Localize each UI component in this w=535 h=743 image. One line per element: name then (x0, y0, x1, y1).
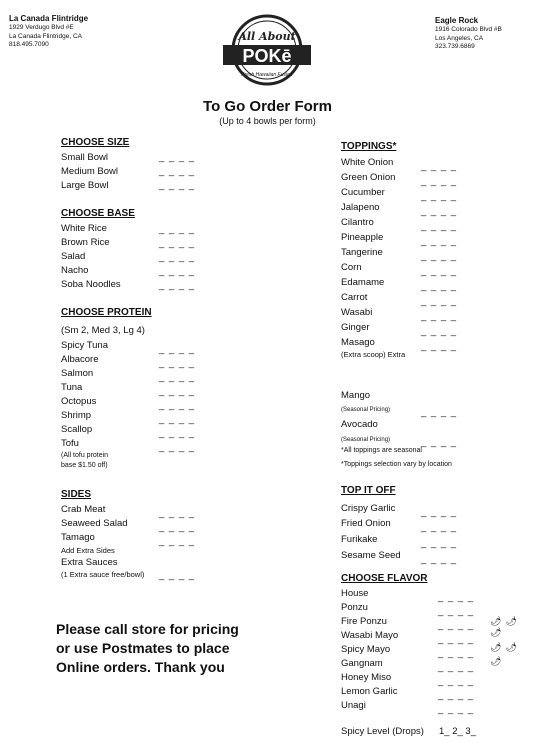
list-item: Unagi (341, 700, 366, 711)
left-column (61, 137, 281, 597)
blank-line[interactable]: _ _ _ _ (438, 634, 475, 645)
section-header-sides: SIDES (61, 489, 92, 500)
list-item: Seaweed Salad (61, 518, 128, 529)
blank-line[interactable]: _ _ _ _ (421, 522, 458, 533)
list-item: Small Bowl (61, 152, 108, 163)
section-header-top-it-off: TOP IT OFF (341, 485, 396, 496)
section-header-size: CHOOSE SIZE (61, 137, 130, 148)
tofu-note: (All tofu protein (61, 452, 109, 459)
blank-line[interactable]: _ _ _ _ (438, 648, 475, 659)
blank-line[interactable]: _ _ _ _ (438, 606, 475, 617)
page-title: To Go Order Form (203, 98, 332, 115)
blank-line[interactable]: _ _ _ _ (438, 592, 475, 603)
blank-line[interactable]: _ _ _ _ (438, 704, 475, 715)
store-info-left (9, 13, 88, 50)
blank-line[interactable]: _ _ _ _ (159, 536, 196, 547)
blank-line[interactable]: _ _ _ _ (159, 252, 196, 263)
list-item: Soba Noodles (61, 279, 121, 290)
blank-line[interactable]: _ _ _ _ (421, 407, 458, 418)
extra-sauces-note: (1 Extra sauce free/bowl) (61, 570, 145, 579)
spicy-level-options[interactable]: 1_ 2_ 3_ (439, 726, 476, 737)
list-item: Wasabi Mayo (341, 630, 399, 641)
store-city: Los Angeles, CA (435, 34, 484, 42)
chili-icon: 🌶 (490, 656, 502, 666)
chili-icon: 🌶 (490, 642, 502, 652)
list-item: Corn (341, 262, 362, 273)
pricing-callout (56, 620, 239, 677)
blank-line[interactable]: _ _ _ _ (421, 161, 458, 172)
list-item: Fire Ponzu (341, 616, 387, 627)
list-item: Tofu (61, 438, 79, 449)
list-item: Spicy Mayo (341, 644, 391, 655)
callout-line: Please call store for pricing (56, 621, 239, 637)
blank-line[interactable]: _ _ _ _ (159, 428, 196, 439)
chili-icon: 🌶 (505, 642, 517, 652)
store-name: Eagle Rock (435, 16, 479, 25)
blank-line[interactable]: _ _ _ _ (159, 442, 196, 453)
toppings-footnote: *Toppings selection vary by location (341, 461, 452, 468)
blank-line[interactable]: _ _ _ _ (438, 690, 475, 701)
seasonal-pricing-note: (Seasonal Pricing) (341, 407, 391, 413)
list-item: Tamago (61, 532, 95, 543)
list-item: Extra Sauces (61, 557, 118, 568)
list-item: Gangnam (341, 658, 383, 669)
section-header-flavor: CHOOSE FLAVOR (341, 573, 428, 584)
blank-line[interactable]: _ _ _ _ (421, 538, 458, 549)
blank-line[interactable]: _ _ _ _ (159, 344, 196, 355)
list-item: Nacho (61, 265, 89, 276)
list-item: Ponzu (341, 602, 368, 613)
list-item: Mango (341, 390, 371, 401)
blank-line[interactable]: _ _ _ _ (159, 400, 196, 411)
protein-note: (Sm 2, Med 3, Lg 4) (61, 325, 145, 336)
store-phone: 323.739.6869 (435, 43, 475, 50)
list-item: Ginger (341, 322, 370, 333)
blank-line[interactable]: _ _ _ _ (159, 386, 196, 397)
chili-icon: 🌶 (490, 616, 502, 626)
toppings-footnote: *All toppings are seasonal (341, 447, 422, 454)
list-item: Wasabi (341, 307, 373, 318)
tofu-note: base $1.50 off) (61, 462, 108, 469)
spicy-icons-spicy-mayo (486, 642, 517, 653)
list-item: Shrimp (61, 410, 92, 421)
list-item: Large Bowl (61, 180, 109, 191)
logo-top-text: All About (238, 30, 296, 43)
spicy-level-label: Spicy Level (Drops) (341, 726, 424, 737)
blank-line[interactable]: _ _ _ _ (421, 251, 458, 262)
list-item: Tuna (61, 382, 83, 393)
blank-line[interactable]: _ _ _ _ (159, 238, 196, 249)
blank-line[interactable]: _ _ _ _ (159, 570, 196, 581)
list-item: Masago (341, 337, 375, 348)
callout-line: Online orders. Thank you (56, 659, 225, 675)
blank-line[interactable]: _ _ _ _ (421, 296, 458, 307)
list-item: Lemon Garlic (341, 686, 398, 697)
list-item: Brown Rice (61, 237, 110, 248)
blank-line[interactable]: _ _ _ _ (159, 358, 196, 369)
spicy-icons-fire-ponzu (486, 616, 531, 638)
list-item: Avocado (341, 419, 378, 430)
list-item: Sesame Seed (341, 550, 401, 561)
blank-line[interactable]: _ _ _ _ (421, 236, 458, 247)
list-item: Cilantro (341, 217, 374, 228)
right-column (341, 141, 531, 741)
chili-icon: 🌶 (505, 616, 517, 626)
list-item: Honey Miso (341, 672, 392, 683)
blank-line[interactable]: _ _ _ _ (159, 152, 196, 163)
blank-line[interactable]: _ _ _ _ (159, 180, 196, 191)
list-item: Green Onion (341, 172, 396, 183)
store-info-right (435, 15, 502, 52)
list-item: Salad (61, 251, 86, 262)
list-item: Jalapeno (341, 202, 380, 213)
list-item: Fried Onion (341, 518, 391, 529)
blank-line[interactable]: _ _ _ _ (421, 507, 458, 518)
list-item: Tangerine (341, 247, 383, 258)
store-name: La Canada Flintridge (9, 14, 89, 23)
blank-line[interactable]: _ _ _ _ (421, 341, 458, 352)
list-item: Carrot (341, 292, 368, 303)
page-subtitle: (Up to 4 bowls per form) (219, 116, 316, 126)
list-item: Octopus (61, 396, 97, 407)
all-about-poke-logo (221, 14, 313, 86)
list-item: Furikake (341, 534, 378, 545)
blank-line[interactable]: _ _ _ _ (421, 554, 458, 565)
section-header-toppings: TOPPINGS* (341, 141, 397, 152)
blank-line[interactable]: _ _ _ _ (159, 414, 196, 425)
blank-line[interactable]: _ _ _ _ (159, 522, 196, 533)
blank-line[interactable]: _ _ _ _ (421, 437, 458, 448)
blank-line[interactable]: _ _ _ _ (438, 620, 475, 631)
blank-line[interactable]: _ _ _ _ (421, 326, 458, 337)
store-phone: 818.495.7090 (9, 41, 49, 48)
blank-line[interactable]: _ _ _ _ (159, 372, 196, 383)
logo-main-text: POKē (242, 46, 292, 66)
logo-ring-text: Fresh Hawaiian Fusion (241, 72, 293, 78)
list-item: House (341, 588, 369, 599)
store-address: 1916 Colorado Blvd #B (435, 26, 502, 33)
list-item: Spicy Tuna (61, 340, 108, 351)
blank-line[interactable]: _ _ _ _ (159, 508, 196, 519)
seasonal-pricing-note: (Seasonal Pricing) (341, 437, 391, 443)
section-header-base: CHOOSE BASE (61, 208, 135, 219)
chili-icon: 🌶 (490, 627, 502, 637)
blank-line[interactable]: _ _ _ _ (438, 676, 475, 687)
list-item: Pineapple (341, 232, 384, 243)
list-item: Salmon (61, 368, 94, 379)
list-item: Edamame (341, 277, 385, 288)
blank-line[interactable]: _ _ _ _ (438, 662, 475, 673)
extra-sides-label: Add Extra Sides (61, 546, 115, 555)
list-item: Medium Bowl (61, 166, 119, 177)
blank-line[interactable]: _ _ _ _ (421, 221, 458, 232)
blank-line[interactable]: _ _ _ _ (421, 176, 458, 187)
blank-line[interactable]: _ _ _ _ (421, 191, 458, 202)
list-item: White Onion (341, 157, 394, 168)
list-item: Crispy Garlic (341, 503, 396, 514)
list-item: White Rice (61, 223, 107, 234)
store-address: 1929 Verdugo Blvd #E (9, 24, 74, 31)
list-item: Cucumber (341, 187, 385, 198)
masago-note: (Extra scoop) Extra (341, 350, 406, 359)
blank-line[interactable]: _ _ _ _ (159, 224, 196, 235)
blank-line[interactable]: _ _ _ _ (159, 266, 196, 277)
blank-line[interactable]: _ _ _ _ (421, 266, 458, 277)
list-item: Crab Meat (61, 504, 106, 515)
blank-line[interactable]: _ _ _ _ (421, 311, 458, 322)
callout-line: or use Postmates to place (56, 640, 230, 656)
blank-line[interactable]: _ _ _ _ (159, 166, 196, 177)
store-city: La Canada Flintridge, CA (9, 32, 82, 40)
spicy-icons-gangnam (486, 656, 501, 667)
blank-line[interactable]: _ _ _ _ (421, 281, 458, 292)
list-item: Albacore (61, 354, 99, 365)
list-item: Scallop (61, 424, 93, 435)
blank-line[interactable]: _ _ _ _ (421, 206, 458, 217)
blank-line[interactable]: _ _ _ _ (159, 280, 196, 291)
section-header-protein: CHOOSE PROTEIN (61, 307, 152, 318)
